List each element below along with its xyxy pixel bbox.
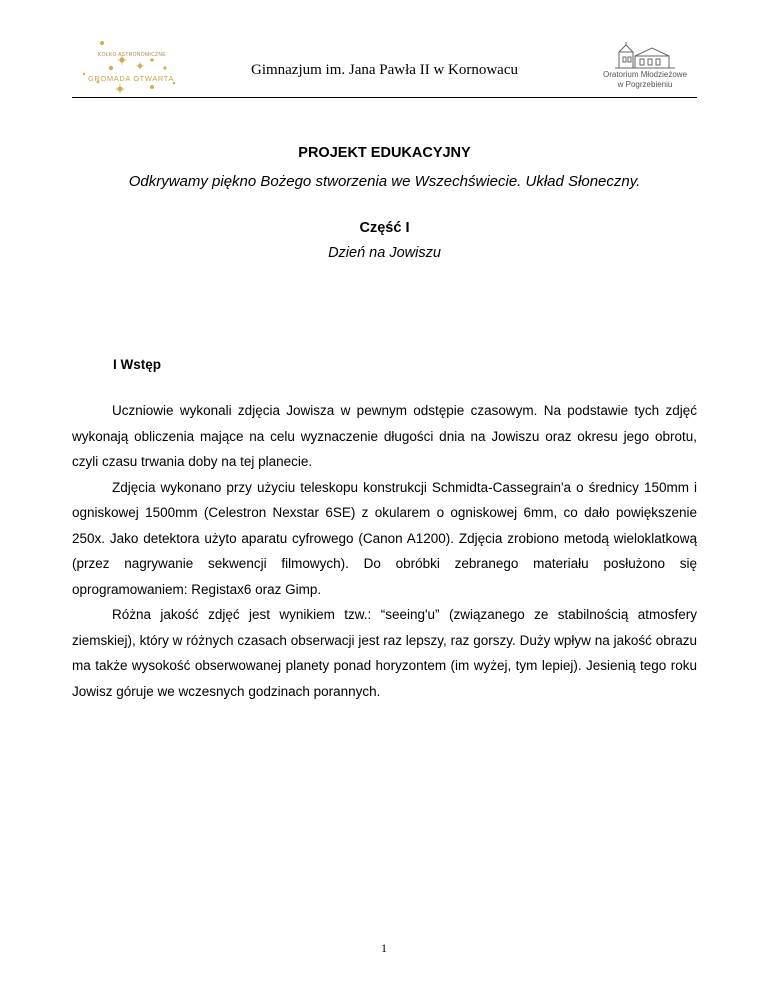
paragraph: Zdjęcia wykonano przy użyciu teleskopu konstrukcji Schmidta-Cassegrain'a o średnicy 150mm i ogniskowej 1500mm (Celestron Nexstar 6SE) z okularem o ogniskowej 6mm, co dało powiększenie 250x. Jako detektora użyto aparatu cyfrowego (Canon A1200). Zdjęcia zrobiono metodą wieloklatkową (przez nagrywanie sekwencji filmowych). Do obróbki zebranego materiału posłużono się oprogramowaniem: Registax6 oraz Gimp. [72, 479, 697, 597]
section-body [72, 398, 697, 704]
logo-small-text: KOŁKO ASTRONOMICZNE [98, 52, 166, 58]
paragraph: Uczniowie wykonali zdjęcia Jowisza w pewnym odstępie czasowym. Na podstawie tych zdjęć wykonają obliczenia mające na celu wyznaczenie długości dnia na Jowiszu oraz okresu jego obrotu, czyli czasu trwania doby na tej planecie. [72, 403, 697, 469]
part-title: Część I [359, 220, 410, 236]
logo-big-text: GROMADA OTWARTA [88, 74, 174, 83]
oratorium-logo [597, 42, 693, 98]
page-number: 1 [381, 941, 387, 955]
page-header [72, 30, 697, 98]
project-subtitle: Odkrywamy piękno Bożego stworzenia we Wszechświecie. Układ Słoneczny. [128, 173, 641, 190]
church-icon [613, 42, 677, 70]
oratorium-name: Oratorium Młodzieżowe [602, 70, 688, 79]
oratorium-location: w Pogrzebieniu [617, 80, 673, 89]
section-heading: I Wstęp [113, 357, 162, 372]
school-name: Gimnazjum im. Jana Pawła II w Kornowacu [250, 62, 518, 78]
project-title: PROJEKT EDUKACYJNY [298, 145, 471, 161]
paragraph: Różna jakość zdjęć jest wynikiem tzw.: “seeing'u” (związanego ze stabilnością atmosfery ziemskiej), który w różnych czasach obserwacji jest raz lepszy, raz gorszy. Duży wpływ na jakość obrazu ma także wysokość obserwowanej planety ponad horyzontem (im wyżej, tym lepiej). Jesienią tego roku Jowisz góruje we wczesnych godzinach porannych. [72, 607, 697, 699]
part-subtitle: Dzień na Jowiszu [328, 245, 441, 261]
